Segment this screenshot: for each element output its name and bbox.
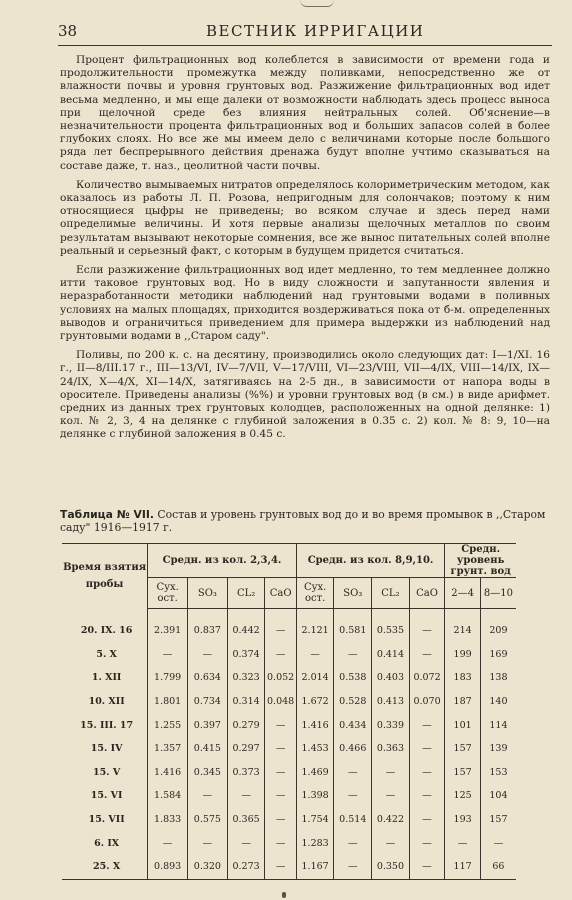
journal-title: ВЕСТНИК ИРРИГАЦИИ — [206, 22, 425, 40]
table-cell: — — [409, 808, 445, 832]
table-cell: 0.273 — [227, 855, 265, 879]
table-cell: — — [265, 855, 296, 879]
table-cell: — — [409, 737, 445, 761]
table-cell: — — [227, 831, 265, 855]
table-cell: 157 — [489, 814, 508, 826]
table-cell: 157 — [445, 761, 481, 785]
table-cell: 1.357 — [148, 737, 188, 761]
table-cell: 153 — [489, 766, 508, 778]
col-header: CL₂ — [372, 578, 410, 609]
table-cell: — — [188, 643, 228, 667]
table-cell: 157 — [445, 737, 481, 761]
table-cell: 0.314 — [227, 690, 265, 714]
table-cell: 0.415 — [188, 737, 228, 761]
table-cell: — — [372, 831, 410, 855]
table-row — [62, 713, 516, 737]
col-header: SO₃ — [334, 578, 372, 609]
article-body — [60, 54, 550, 448]
table-cell: 0.345 — [188, 761, 228, 785]
table-cell: 1.416 — [296, 713, 334, 737]
table-cell: — — [265, 831, 296, 855]
table-cell: 1.799 — [148, 666, 188, 690]
table-cell: 0.581 — [334, 609, 372, 643]
page-number: 38 — [58, 22, 78, 40]
table-cell: — — [334, 831, 372, 855]
table-cell-date: 10. XII — [62, 690, 148, 714]
col-group-wells-8-10: Средн. из кол. 8,9,10. — [296, 544, 445, 578]
table-cell: — — [372, 784, 410, 808]
col-header: CaO — [409, 578, 445, 609]
table-cell: 0.837 — [188, 609, 228, 643]
paragraph-filtration: Процент фильтрационных вод колеблется в зависимости от времени года и продолжительности промежутка между поливками, непосредственно же от влажности почвы и уровня грунтовых вод. Разжижение фильтрационных вод идет весьма медленно, и мы еще далеки от возможности наблюдать здесь процесс выноса при щелочной среде без влияния нейтральных солей. Об'яснение—в незначительности процента фильтрационных вод и больших запасов солей в более глубоких слоях. Но все же мы имеем дело с величинами которые после большого ряда лет беспрерывного действия дренажа будут вполне учтимо сказываться на составе даже, т. наз., цеолитной части почвы. — [60, 54, 550, 172]
table-cell: — — [334, 643, 372, 667]
table-cell: 1.283 — [296, 831, 334, 855]
table-cell: 0.528 — [334, 690, 372, 714]
table-cell: 0.048 — [265, 690, 296, 714]
table-cell: 169 — [489, 648, 508, 660]
page-footer-mark — [282, 892, 286, 898]
col-header: 8—10 — [480, 578, 516, 609]
table-cell: 0.413 — [372, 690, 410, 714]
table-cell: 1.398 — [296, 784, 334, 808]
table-cell: 0.514 — [334, 808, 372, 832]
table-cell: — — [296, 643, 334, 667]
table-cell: 101 — [445, 713, 481, 737]
table-cell: 0.365 — [227, 808, 265, 832]
table-cell: 0.893 — [148, 855, 188, 879]
table-cell: 114 — [489, 719, 508, 731]
table-cell: 1.453 — [296, 737, 334, 761]
table-cell: 0.374 — [227, 643, 265, 667]
table-cell: 1.754 — [296, 808, 334, 832]
table-cell: — — [493, 837, 504, 849]
table-cell: — — [372, 761, 410, 785]
table-caption-label: Таблица № VII. — [60, 508, 154, 521]
table-cell: 0.320 — [188, 855, 228, 879]
table-cell: — — [265, 808, 296, 832]
table-cell: 0.279 — [227, 713, 265, 737]
col-header: CaO — [265, 578, 296, 609]
table-cell: 0.350 — [372, 855, 410, 879]
table-caption — [60, 508, 555, 534]
table-cell-date: 20. IX. 16 — [62, 609, 148, 643]
table-cell-date: 15. IV — [62, 737, 148, 761]
table-cell: — — [334, 784, 372, 808]
table-cell: 0.466 — [334, 737, 372, 761]
table-cell: — — [409, 831, 445, 855]
table-row — [62, 643, 516, 667]
table-cell: 0.323 — [227, 666, 265, 690]
table-cell: 187 — [445, 690, 481, 714]
table-row — [62, 609, 516, 643]
table-cell: — — [265, 784, 296, 808]
col-header: Сух. ост. — [148, 578, 188, 609]
table-cell: 199 — [445, 643, 481, 667]
table-cell: 125 — [445, 784, 481, 808]
table-cell: — — [334, 761, 372, 785]
table-cell: 193 — [445, 808, 481, 832]
table-cell: 2.121 — [296, 609, 334, 643]
table-row — [62, 690, 516, 714]
table-cell: 0.535 — [372, 609, 410, 643]
table-cell: 1.584 — [148, 784, 188, 808]
paragraph-groundwater: Если разжижение фильтрационных вод идет медленно, то тем медленнее должно итти таковое грунтовых вод. Но в виду сложности и запутанности явления и неразработанности методики наблюдений над грунтовыми водами в поливных условиях на малых площадях, приходится воздерживаться пока от б-м. определенных выводов и ограничиться приведением для примера выдержки из наблюдений над грунтовыми водами в ,,Старом саду". — [60, 264, 550, 343]
paragraph-nitrates: Количество вымываемых нитратов определялось колориметрическим методом, как оказалось из работы Л. П. Розова, непригодным для солончаков; поэтому к ним относящиеся цыфры не приведены; во всяком случае и здесь перед нами определимые величины. И хотя первые анализы щелочных металлов по своим результатам вызывают некоторые сомнения, все же вынос питательных солей вполне реальный и серьезный факт, с которым в будущем придется считаться. — [60, 178, 550, 257]
table-cell: — — [265, 737, 296, 761]
table-row — [62, 784, 516, 808]
table-cell: — — [409, 855, 445, 879]
table-row — [62, 808, 516, 832]
col-group-wells-2-4: Средн. из кол. 2,3,4. — [148, 544, 297, 578]
table-cell: 2.014 — [296, 666, 334, 690]
table-cell-date: 25. X — [62, 855, 148, 879]
table-cell: 183 — [445, 666, 481, 690]
table-cell: 209 — [489, 625, 508, 637]
table-cell: 0.363 — [372, 737, 410, 761]
table-cell-date: 5. X — [62, 643, 148, 667]
table-cell: 0.422 — [372, 808, 410, 832]
table-cell: 139 — [489, 743, 508, 755]
table-cell: — — [265, 713, 296, 737]
table-cell: — — [148, 643, 188, 667]
col-header: Сух. ост. — [296, 578, 334, 609]
table-cell: 0.339 — [372, 713, 410, 737]
col-header: SO₃ — [188, 578, 228, 609]
table-cell: 117 — [445, 855, 481, 879]
table-cell: 214 — [445, 609, 481, 643]
table-body — [62, 609, 516, 880]
table-cell: — — [409, 713, 445, 737]
table-cell: 0.414 — [372, 643, 410, 667]
table-cell: — — [409, 784, 445, 808]
table-cell: 0.575 — [188, 808, 228, 832]
table-cell: — — [148, 831, 188, 855]
table-cell: 0.297 — [227, 737, 265, 761]
table-row — [62, 761, 516, 785]
table-cell: — — [188, 831, 228, 855]
table-cell: — — [265, 609, 296, 643]
table-cell: 1.672 — [296, 690, 334, 714]
table-cell: 66 — [492, 861, 505, 873]
table-cell-date: 1. XII — [62, 666, 148, 690]
table-cell: — — [265, 643, 296, 667]
table-cell-date: 6. IX — [62, 831, 148, 855]
table-cell: 0.634 — [188, 666, 228, 690]
groundwater-table — [62, 543, 516, 880]
table-cell: 138 — [489, 672, 508, 684]
table-cell: 140 — [489, 696, 508, 708]
table-row — [62, 666, 516, 690]
table-row — [62, 831, 516, 855]
table-cell: 0.070 — [409, 690, 445, 714]
table-cell: — — [265, 761, 296, 785]
table-cell: 0.434 — [334, 713, 372, 737]
table-cell: 1.469 — [296, 761, 334, 785]
table-cell: 1.833 — [148, 808, 188, 832]
col-header: CL₂ — [227, 578, 265, 609]
table-cell-date: 15. VI — [62, 784, 148, 808]
col-header-time: Время взятия пробы — [62, 544, 148, 609]
table-cell: 104 — [489, 790, 508, 802]
table-caption-text: Состав и уровень грунтовых вод до и во время промывок в ,,Старом саду" 1916—1917 г. — [60, 508, 546, 534]
table-cell: 0.538 — [334, 666, 372, 690]
table-cell-date: 15. VII — [62, 808, 148, 832]
table-cell: 1.167 — [296, 855, 334, 879]
table-cell: 0.397 — [188, 713, 228, 737]
table-cell: — — [334, 855, 372, 879]
table-row — [62, 737, 516, 761]
table-row — [62, 855, 516, 879]
table-cell: 1.801 — [148, 690, 188, 714]
page-header — [58, 22, 552, 44]
table-cell: — — [188, 784, 228, 808]
table-cell-date: 15. V — [62, 761, 148, 785]
table-cell: 0.072 — [409, 666, 445, 690]
table-cell: 1.416 — [148, 761, 188, 785]
table-cell: — — [409, 761, 445, 785]
header-rule — [58, 45, 552, 46]
table-cell: 1.255 — [148, 713, 188, 737]
paragraph-irrigation-dates: Поливы, по 200 к. с. на десятину, производились около следующих дат: I—1/XI. 16 г., II—8/III.17 г., III—13/VI, IV—7/VII, V—17/VIII, VI—23/VIII, VII—4/IX, VIII—14/IX, IX—24/IX, X—4/X, XI—14/X, затягиваясь на 2-5 дн., в зависимости от напора воды в оросителе. Приведены анализы (%%) и уровни грунтовых вод (в см.) в виде арифмет. средних из данных трех грунтовых колодцев, расположенных на одной делянке: 1) кол. № 2, 3, 4 на делянке с глубиной заложения в 0.35 с. 2) кол. № 8: 9, 10—на делянке с глубиной заложения в 0.45 с. — [60, 349, 550, 441]
table-cell: — — [227, 784, 265, 808]
table-cell-date: 15. III. 17 — [62, 713, 148, 737]
table-cell: 0.052 — [265, 666, 296, 690]
col-header: 2—4 — [445, 578, 481, 609]
page-tab-mark — [300, 0, 334, 7]
col-group-water-level: Средн. уровень грунт. вод — [445, 544, 516, 578]
table-cell: — — [445, 831, 481, 855]
table-cell: 2.391 — [148, 609, 188, 643]
table-cell: 0.442 — [227, 609, 265, 643]
table-cell: 0.373 — [227, 761, 265, 785]
table-cell: — — [409, 643, 445, 667]
table-cell: — — [409, 609, 445, 643]
table-cell: 0.403 — [372, 666, 410, 690]
table-cell: 0.734 — [188, 690, 228, 714]
